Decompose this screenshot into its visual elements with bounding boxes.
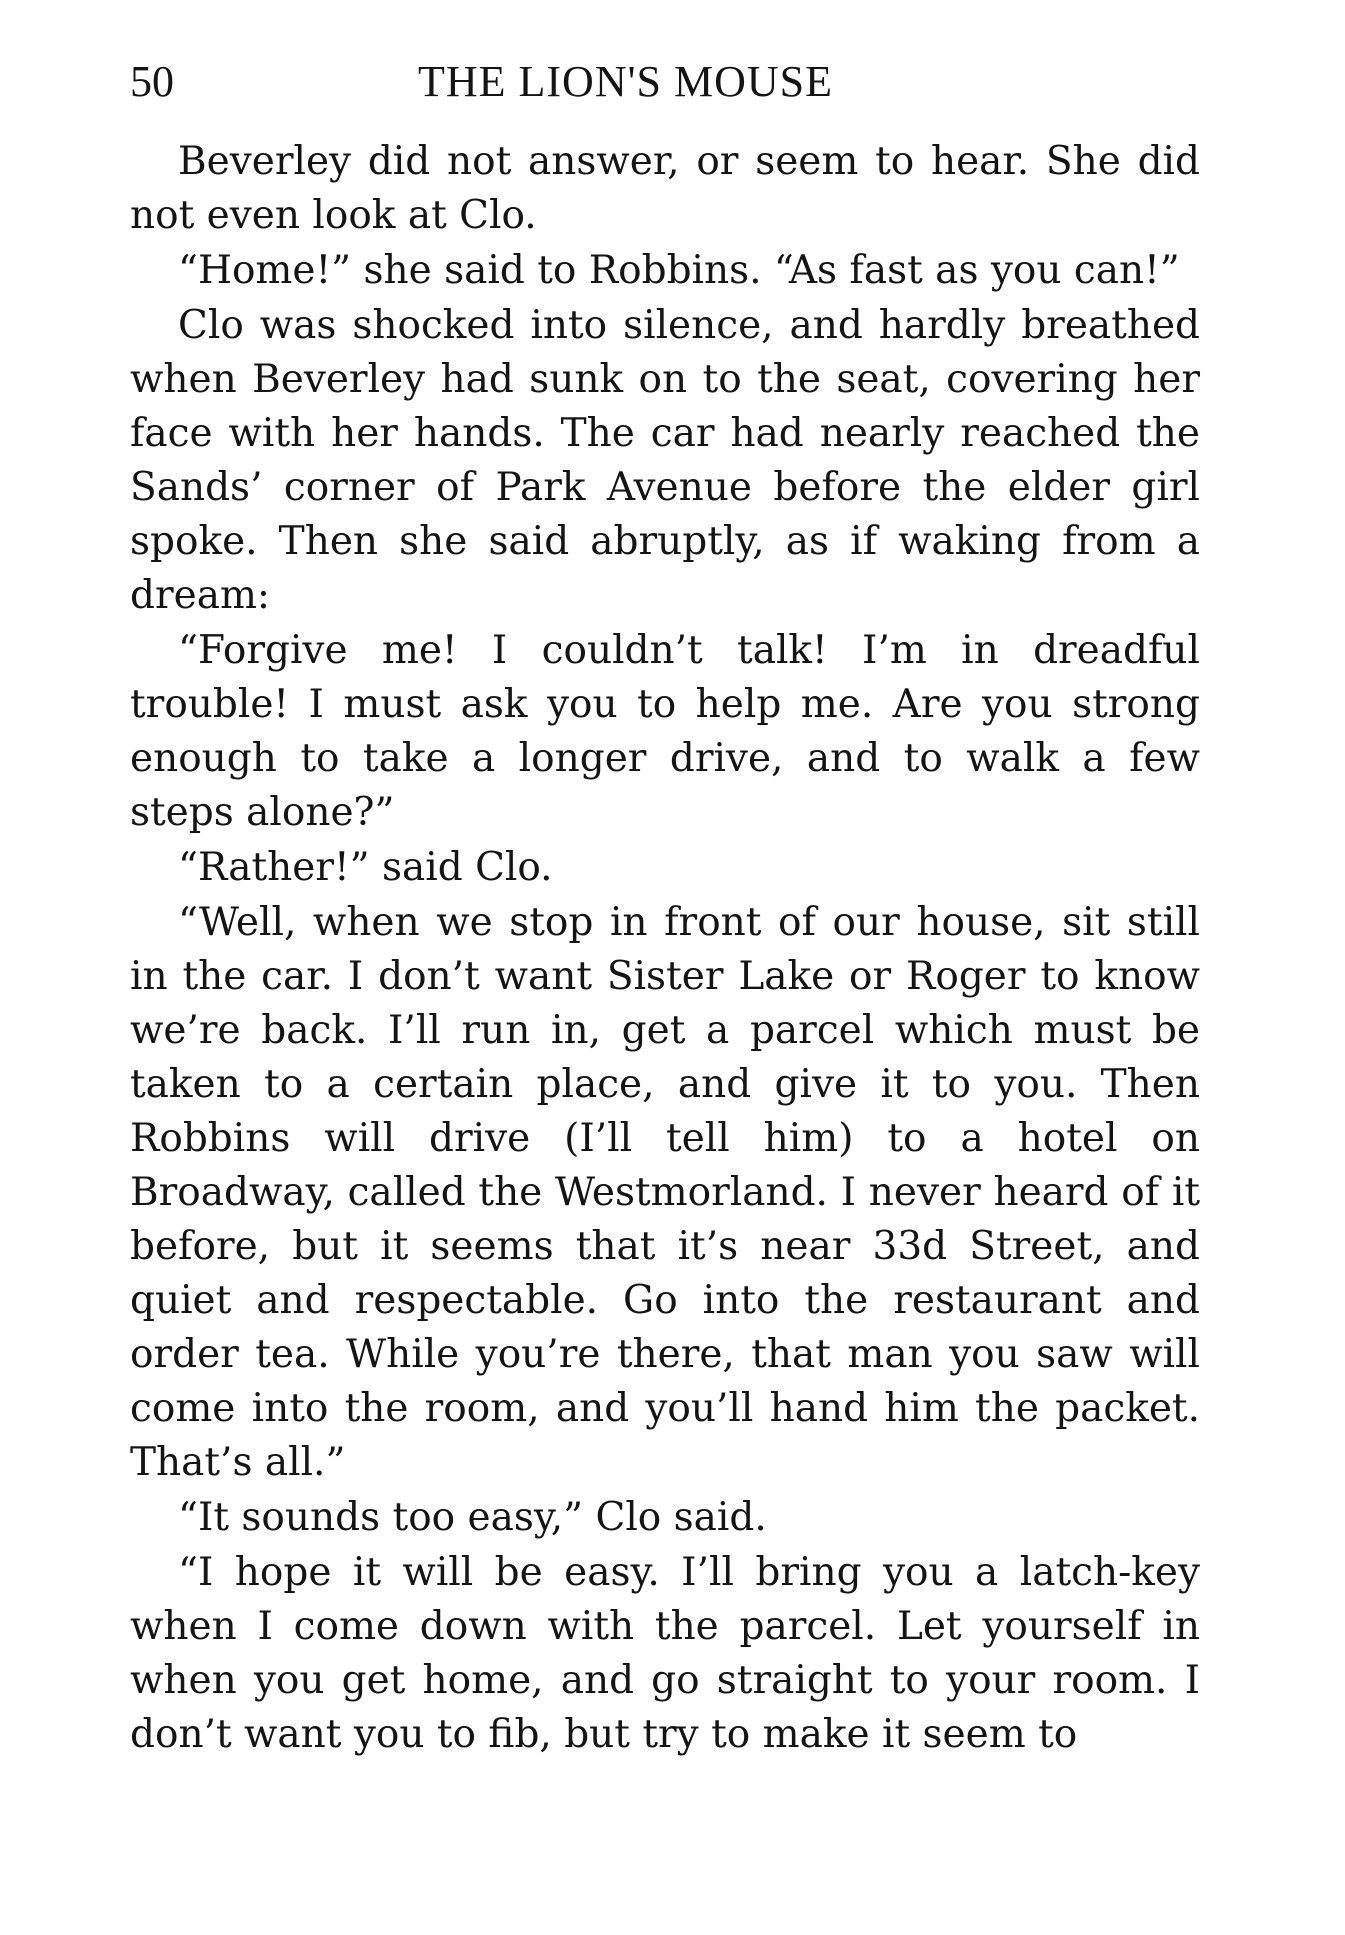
paragraph: “Rather!” said Clo. [178,845,553,890]
page-number: 50 [130,57,174,106]
paragraph: Clo was shocked into silence, and hardly breathed when Beverley had sunk on to the seat, covering her face with her hands. The car had nearly reached the Sands’ corner of Park Avenue before the elder girl spoke. Then she said abruptly, as if waking from a dream: [130,303,1200,618]
paragraph: “I hope it will be easy. I’ll bring you a latch-key when I come down with the parcel. Let yourself in when you get home, and go straight to your room. I don’t want you to fib, but try to make it seem to [130,1550,1200,1757]
paragraph: “Well, when we stop in front of our house, sit still in the car. I don’t want Sister Lake or Roger to know we’re back. I’ll run in, get a parcel which must be taken to a certain place, and give it to you. Then Robbins will drive (I’ll tell him) to a hotel on Broadway, called the Westmorland. I never heard of it before, but it seems that it’s near 33d Street, and quiet and respectable. Go into the restaurant and order tea. While you’re there, that man you saw will come into the room, and you’ll hand him the packet. That’s all.” [130,900,1200,1485]
paragraph: “It sounds too easy,” Clo said. [178,1495,767,1540]
paragraph: Beverley did not answer, or seem to hear. She did not even look at Clo. [130,139,1200,238]
paragraph: “Home!” she said to Robbins. “As fast as you can!” [178,248,1180,293]
running-head [130,52,1210,112]
book-title: THE LION'S MOUSE [418,57,834,106]
body-text [130,135,1200,1763]
paragraph: “Forgive me! I couldn’t talk! I’m in dreadful trouble! I must ask you to help me. Are you strong enough to take a longer drive, and to walk a few steps alone?” [130,628,1200,835]
